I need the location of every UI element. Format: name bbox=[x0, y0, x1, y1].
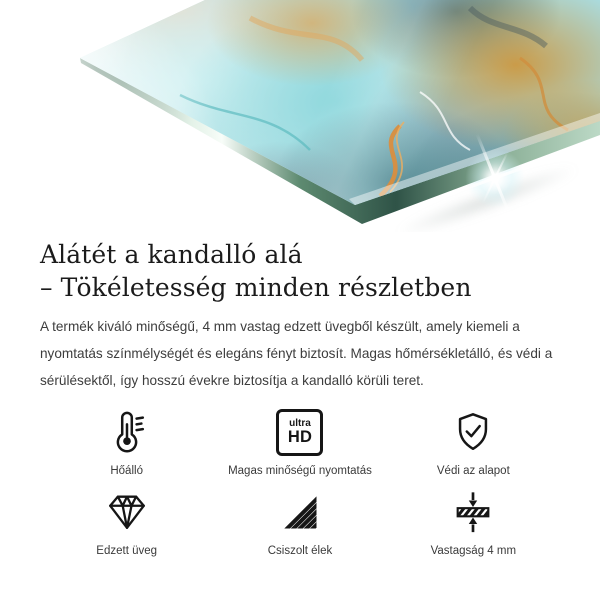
feature-grid bbox=[40, 407, 560, 557]
content bbox=[0, 232, 600, 557]
shield-check-icon bbox=[450, 407, 496, 457]
feature-label: Védi az alapot bbox=[436, 465, 510, 477]
diamond-icon bbox=[103, 487, 151, 537]
polished-edges-icon bbox=[278, 487, 322, 537]
feature-heat-resistant bbox=[40, 407, 213, 477]
feature-polished-edges bbox=[213, 487, 386, 557]
title-line-2: – Tökéletesség minden részletben bbox=[40, 273, 472, 302]
feature-tempered-glass bbox=[40, 487, 213, 557]
thermometer-icon bbox=[104, 407, 150, 457]
ultra-hd-icon: ultra HD bbox=[276, 407, 323, 457]
page-title bbox=[40, 238, 560, 304]
feature-label: Hőálló bbox=[110, 465, 143, 477]
feature-label: Csiszolt élek bbox=[267, 545, 333, 557]
feature-print-quality bbox=[213, 407, 386, 477]
feature-protects-base bbox=[387, 407, 560, 477]
feature-label: Vastagság 4 mm bbox=[430, 545, 517, 557]
feature-thickness bbox=[387, 487, 560, 557]
title-line-1: Alátét a kandalló alá bbox=[40, 240, 303, 269]
product-image bbox=[0, 0, 600, 232]
feature-label: Edzett üveg bbox=[96, 545, 158, 557]
thickness-icon bbox=[450, 487, 496, 537]
feature-label: Magas minőségű nyomtatás bbox=[228, 465, 372, 477]
product-description: A termék kiváló minőségű, 4 mm vastag edzett üvegből készült, amely kiemeli a nyomtatás színmélységét és elegáns fényt biztosít. Magas hőmérsékletálló, és védi a sérülésektől, így hosszú évekre biztosítja a kandalló körüli teret. bbox=[40, 319, 553, 388]
